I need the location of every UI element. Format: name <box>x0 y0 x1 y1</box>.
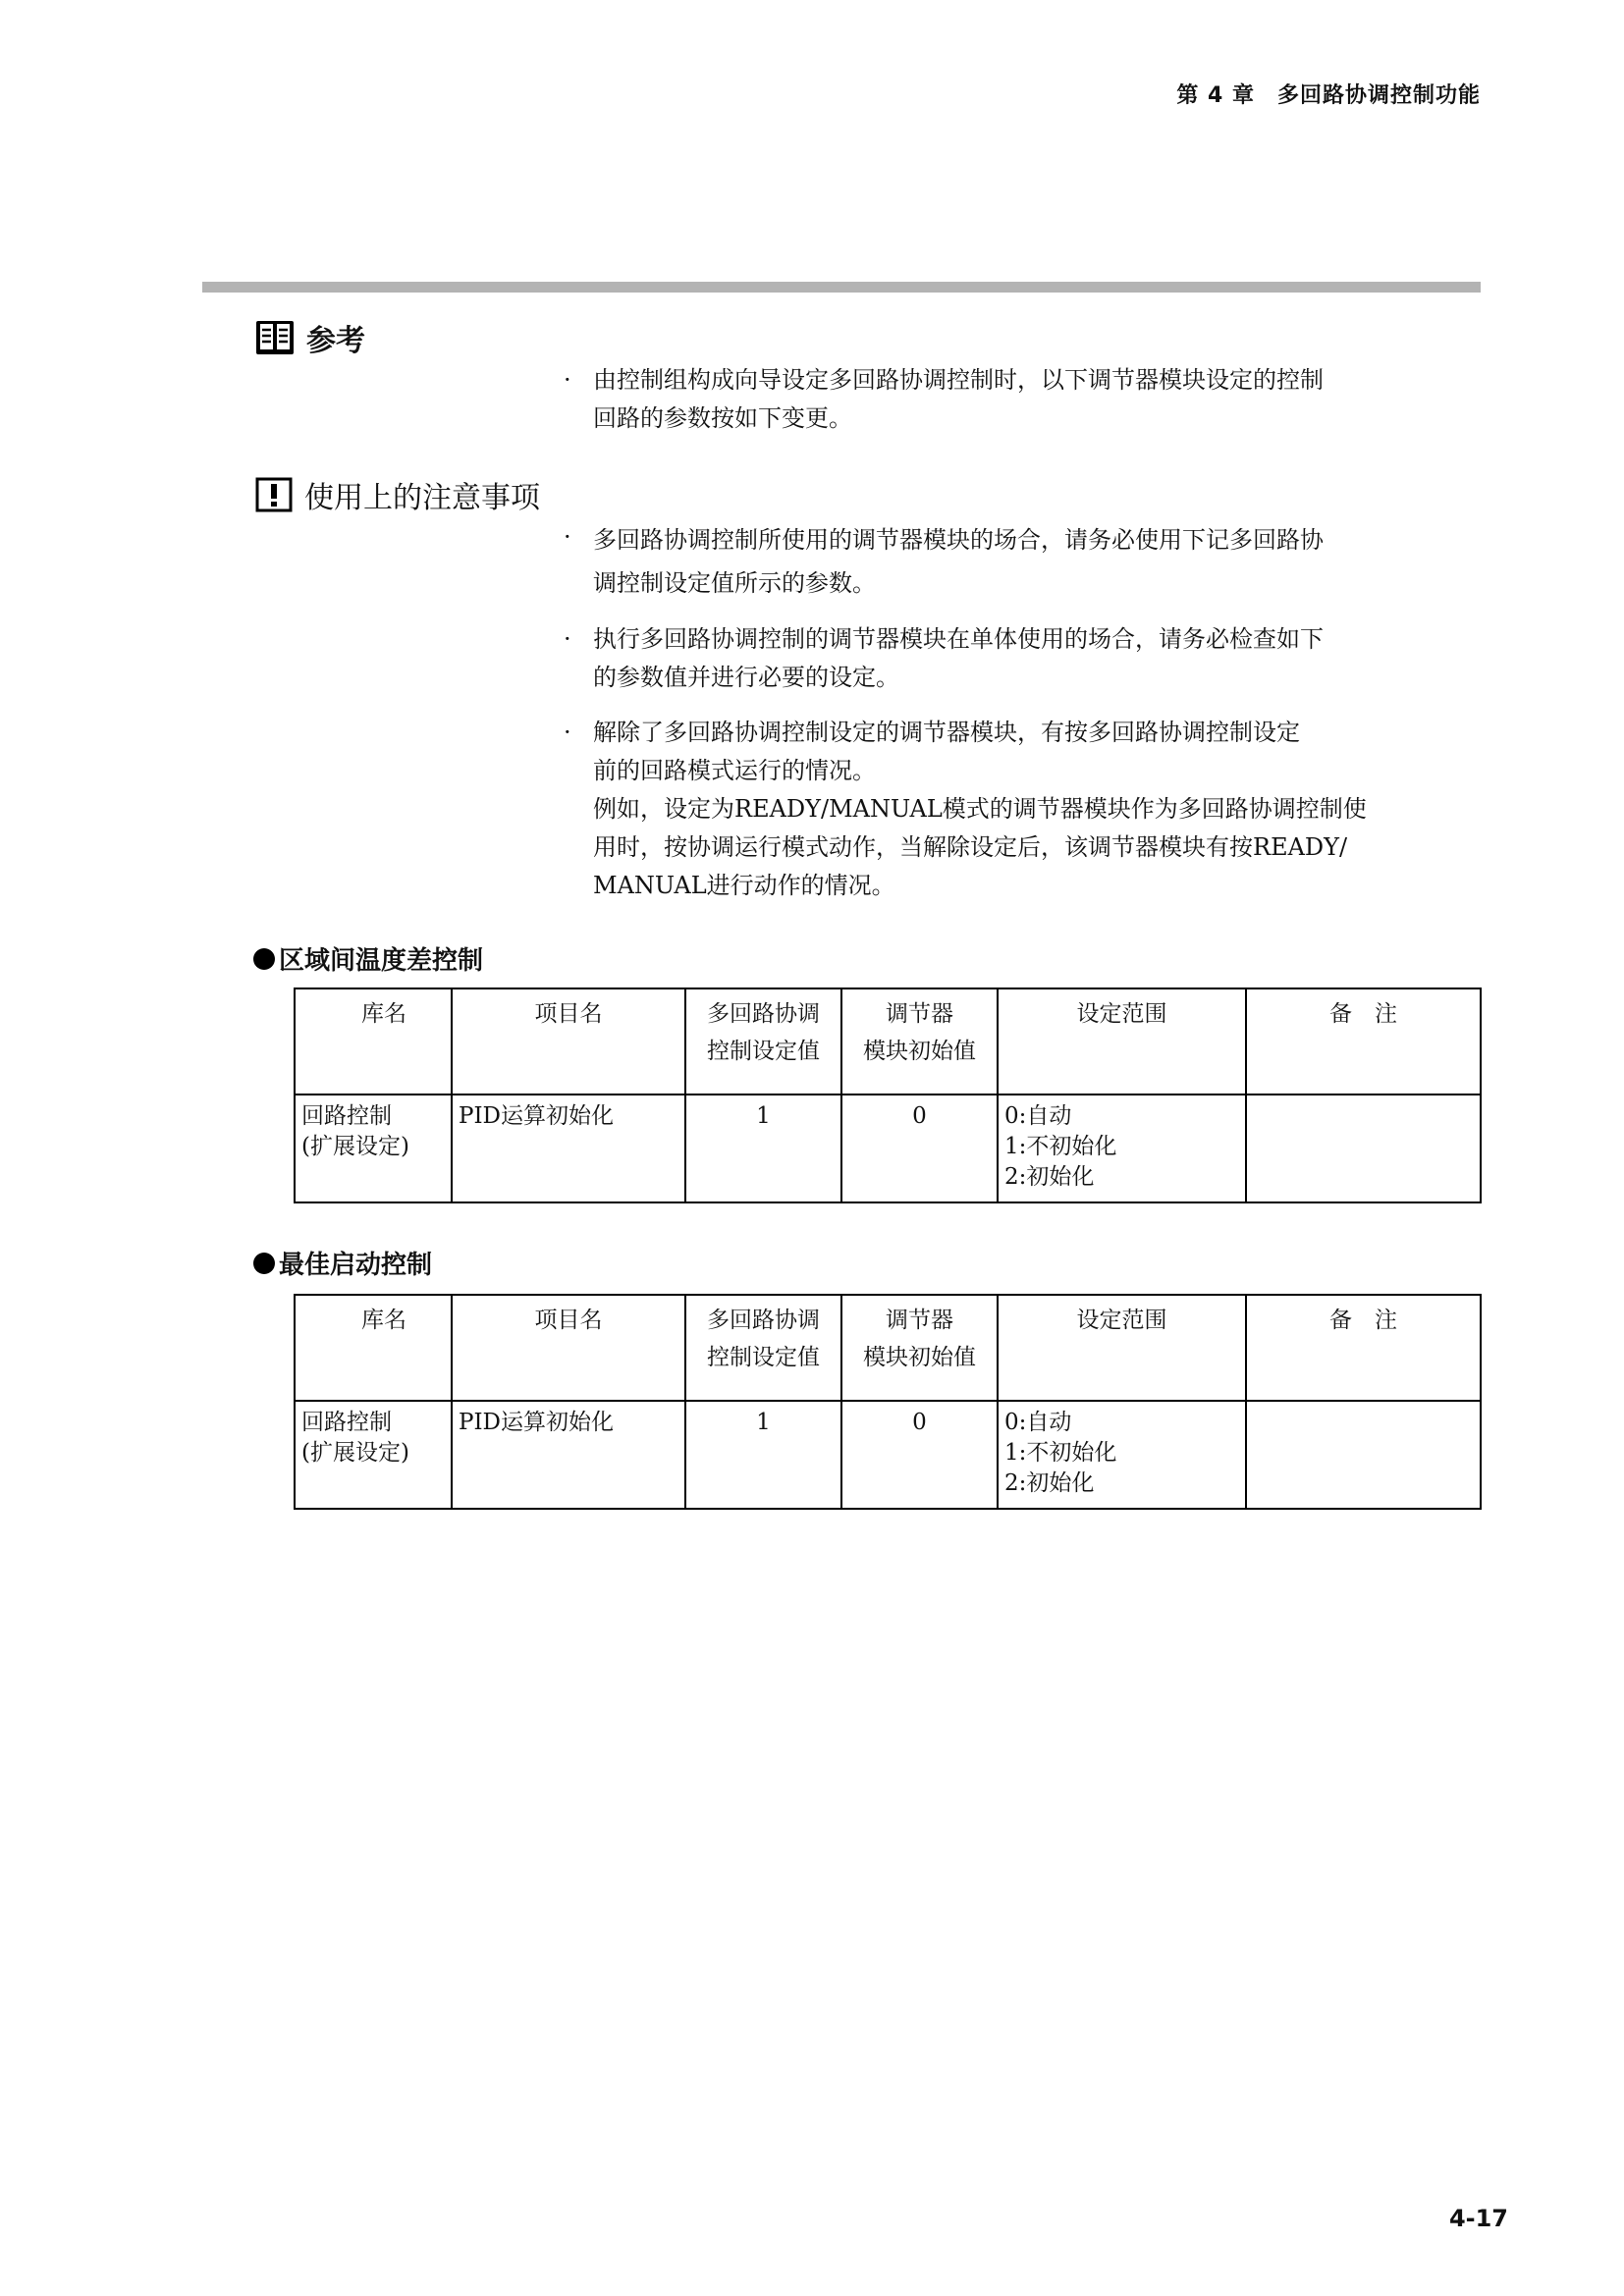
cell-remarks <box>1246 1095 1481 1202</box>
cell-coordinated-value: 1 <box>685 1401 841 1509</box>
col-header-remarks: 备 注 <box>1246 1295 1481 1401</box>
col-header-item: 项目名 <box>452 988 685 1095</box>
reference-heading <box>255 316 365 359</box>
col-header-initial-value: 调节器 模块初始值 <box>841 1295 998 1401</box>
bullet-marker: · <box>564 523 571 551</box>
cell-item: PID运算初始化 <box>452 1095 685 1202</box>
table-row <box>295 1095 1481 1202</box>
reference-bullet <box>564 361 1447 438</box>
cell-initial-value: 0 <box>841 1401 998 1509</box>
cell-setting-range: 0:自动 1:不初始化 2:初始化 <box>998 1095 1246 1202</box>
col-header-setting-range: 设定范围 <box>998 988 1246 1095</box>
bullet-marker: · <box>564 366 571 394</box>
caution-bullet-text: 多回路协调控制所使用的调节器模块的场合，请务必使用下记多回路协 调控制设定值所示的参数。 <box>593 526 1324 597</box>
bullet-disc-icon <box>253 1253 275 1274</box>
caution-bullet-text: 执行多回路协调控制的调节器模块在单体使用的场合，请务必检查如下 的参数值并进行必要的设定。 <box>593 625 1324 691</box>
caution-bullet-text: 解除了多回路协调控制设定的调节器模块，有按多回路协调控制设定 前的回路模式运行的情况。 例如，设定为READY/MANUAL模式的调节器模块作为多回路协调控制使 用时，按协调运行模式动作，当解除设定后，该调节器模块有按READY/ MANUAL进行动作的情况。 <box>593 719 1367 899</box>
col-header-setting-range: 设定范围 <box>998 1295 1246 1401</box>
cell-remarks <box>1246 1401 1481 1509</box>
cell-item: PID运算初始化 <box>452 1401 685 1509</box>
table-1-title-text: 区域间温度差控制 <box>279 946 484 976</box>
table-row <box>295 1401 1481 1509</box>
page-number: 4-17 <box>1448 2205 1508 2232</box>
parameter-table-1 <box>294 988 1482 1203</box>
table-1-title <box>253 940 483 977</box>
section-divider-rule <box>202 282 1481 293</box>
cell-library: 回路控制 (扩展设定) <box>295 1401 452 1509</box>
bullet-marker: · <box>564 625 571 653</box>
cell-initial-value: 0 <box>841 1095 998 1202</box>
page-header-chapter-title: 第 4 章 多回路协调控制功能 <box>1176 83 1481 108</box>
table-header-row <box>295 1295 1481 1401</box>
col-header-initial-value: 调节器 模块初始值 <box>841 988 998 1095</box>
table-header-row <box>295 988 1481 1095</box>
parameter-table-2 <box>294 1294 1482 1510</box>
col-header-coordinated-value: 多回路协调 控制设定值 <box>685 1295 841 1401</box>
caution-bullet-3 <box>564 714 1447 905</box>
table-2-title <box>253 1245 432 1281</box>
table-2-title-text: 最佳启动控制 <box>279 1251 433 1280</box>
warning-icon <box>255 477 293 512</box>
cell-coordinated-value: 1 <box>685 1095 841 1202</box>
col-header-coordinated-value: 多回路协调 控制设定值 <box>685 988 841 1095</box>
caution-bullet-1 <box>564 518 1447 605</box>
bullet-marker: · <box>564 719 571 746</box>
reference-heading-text: 参考 <box>306 324 365 358</box>
reference-bullet-text: 由控制组构成向导设定多回路协调控制时，以下调节器模块设定的控制 回路的参数按如下变更。 <box>593 366 1324 432</box>
cell-library: 回路控制 (扩展设定) <box>295 1095 452 1202</box>
caution-heading-text: 使用上的注意事项 <box>304 481 540 515</box>
col-header-item: 项目名 <box>452 1295 685 1401</box>
cell-setting-range: 0:自动 1:不初始化 2:初始化 <box>998 1401 1246 1509</box>
bullet-disc-icon <box>253 948 275 970</box>
book-icon <box>255 320 295 355</box>
col-header-library: 库名 <box>295 1295 452 1401</box>
col-header-remarks: 备 注 <box>1246 988 1481 1095</box>
caution-bullet-2 <box>564 620 1447 697</box>
caution-heading <box>255 473 540 516</box>
col-header-library: 库名 <box>295 988 452 1095</box>
